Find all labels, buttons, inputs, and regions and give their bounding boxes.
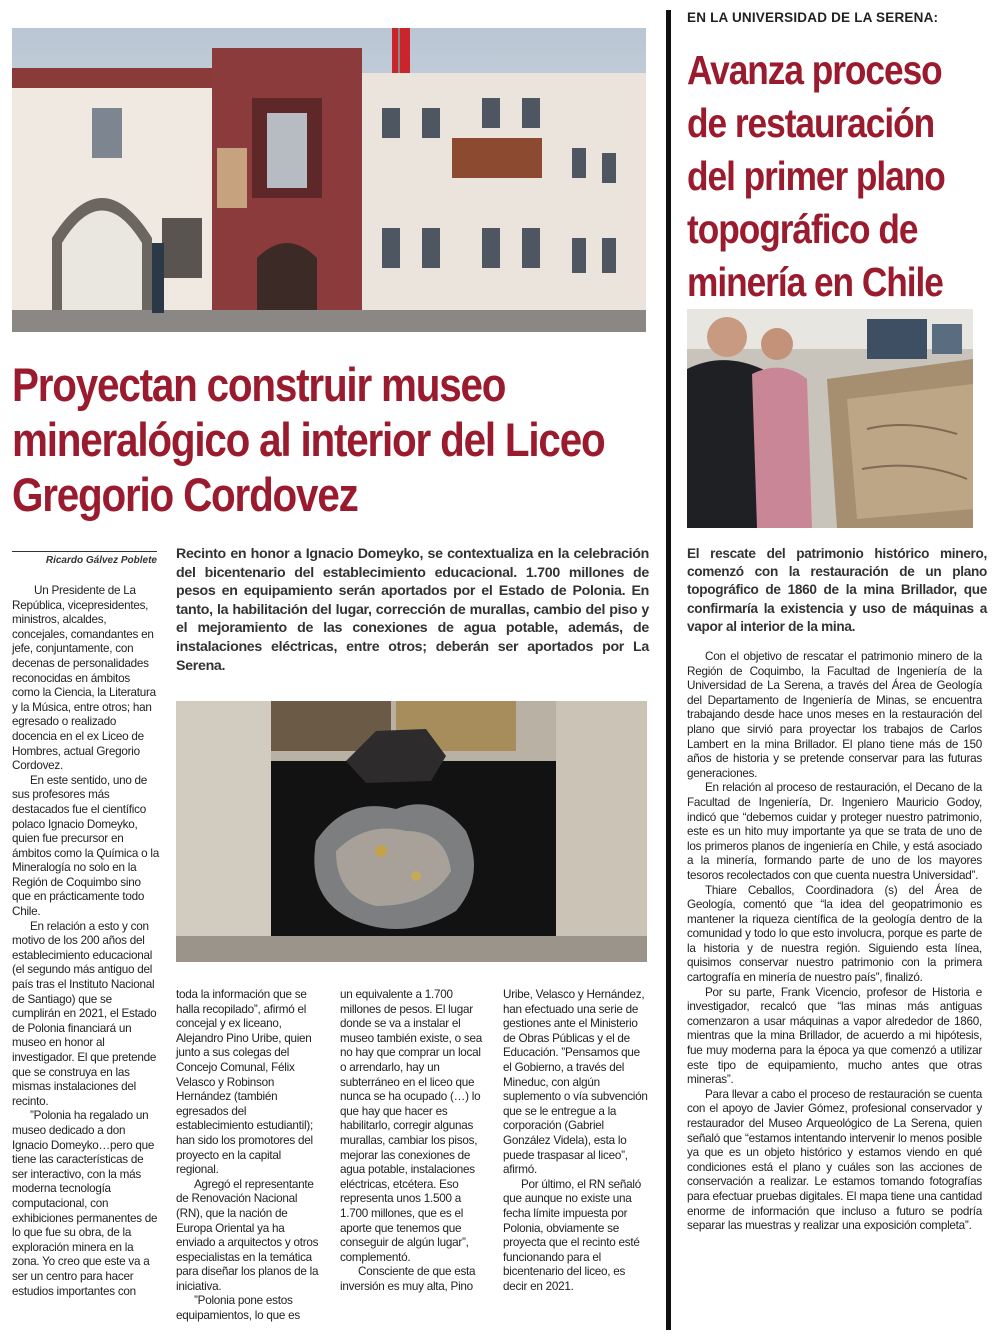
topographic-plan-photo [687, 309, 973, 528]
liceo-building-photo [12, 28, 646, 332]
byline: Ricardo Gálvez Poblete [45, 555, 157, 566]
paragraph: Agregó el representante de Renovación Nacional (RN), que la nación de Europa Oriental ya ha enviado a arquitectos y otros especialistas en la temática para diseñar los planos de la iniciativa. [176, 1177, 319, 1293]
left-lede: Recinto en honor a Ignacio Domeyko, se contextualiza en la celebración del bicentenario del establecimiento educacional. 1.700 millones de pesos en equipamiento serán aportados por el Estado de Polonia. En tanto, la habilitación del lugar, corrección de murallas, cambio del piso y el mejoramiento de las conexiones de agua potable, además, de instalaciones eléctricas, entre otros; deberán ser aportados por La Serena. [176, 546, 649, 674]
paragraph: En relación al proceso de restauración, el Decano de la Facultad de Ingeniería, Dr. Ingeniero Mauricio Godoy, indicó que “debemos cuidar y proteger nuestro patrimonio, este es un hito muy importante ya que se trata de uno de los primeros planos de ingeniería en Chile, y está asociado a la minería, formando parte de uno de los mayores tesoros recolectados con que cuenta nuestra Universidad”. [687, 781, 982, 882]
left-body-column-4 [503, 988, 651, 1294]
right-kicker: EN LA UNIVERSIDAD DE LA SERENA: [687, 10, 939, 25]
paragraph: Consciente de que esta inversión es muy alta, Pino [340, 1265, 476, 1293]
mineral-display-photo [176, 701, 647, 962]
byline-rule [12, 551, 157, 552]
right-body [687, 650, 982, 1234]
right-headline: Avanza proceso de restauración del primer plano topográfico de minería en Chile [687, 47, 945, 305]
paragraph: Por último, el RN señaló que aunque no existe una fecha límite impuesta por Polonia, obviamente se proyecta que el recinto esté funcionando para el bicentenario del liceo, es decir en 2021. [503, 1177, 642, 1293]
paragraph: Con el objetivo de rescatar el patrimonio minero de la Región de Coquimbo, la Facultad de Ingeniería de la Universidad de La Serena, a través del Área de Geología del Departamento de Ingeniería de Minas, se encuentra trabajando desde hace unos meses en la restauración del plano que sirvió para proyectar los trabajos de Carlos Lambert en la mina Brillador. El plano tiene más de 150 años de historia y se pretende conservar para las futuras generaciones. [687, 650, 982, 780]
paragraph: Uribe, Velasco y Hernández, han efectuado una serie de gestiones ante el Ministerio de Obras Públicas y el de Educación. ”Pensamos que el Gobierno, a través del Mineduc, con algún suplemento o vía subvención que se le entregue a la corporación (Gabriel González Videla), esta lo puede traspasar al liceo”, afirmó. [503, 988, 648, 1177]
paragraph: un equivalente a 1.700 millones de pesos. El lugar donde se va a instalar el museo también existe, o sea no hay que comprar un local o arrendarlo, hay un subterráneo en el liceo que nunca se ha ocupado (…) lo que hay que hacer es habilitarlo, corregir algunas murallas, cambiar los pisos, mejorar las conexiones de agua potable, instalaciones eléctricas, etcétera. Eso representa unos 1.500 a 1.700 millones, que es el aporte que tenemos que conseguir de algún lugar”, complementó. [340, 988, 483, 1264]
paragraph: ”Polonia pone estos equipamientos, lo que es [176, 1294, 300, 1323]
paragraph: En este sentido, uno de sus profesores más destacados fue el científico polaco Ignacio Domeyko, quien fue precursor en ámbitos como la Química o la Mineralogía no solo en la Región de Coquimbo sino que en prácticamente todo Chile. [12, 773, 159, 919]
paragraph: ”Polonia ha regalado un museo dedicado a don Ignacio Domeyko…pero que tiene las características de ser interactivo, con la más moderna tecnología computacional, con exhibiciones permanentes de lo que fue su obra, de la exploración minera en la zona. Yo creo que este va a ser un centro para hacer estudios importantes con [12, 1109, 158, 1298]
column-divider [666, 10, 671, 1330]
paragraph: Un Presidente de La República, vicepresidentes, ministros, alcaldes, concejales, comandantes en jefe, conjuntamente, con decenas de personalidades reconocidas en ámbitos como la Ciencia, la Literatura y la Música, entre otros; han egresado o realizado docencia en el ex Liceo de Hombres, actual Gregorio Cordovez. [12, 584, 156, 773]
right-lede: El rescate del patrimonio histórico minero, comenzó con la restauración de un plano topográfico de 1860 de la mina Brillador, que confirmaría la existencia y uso de máquinas a vapor al interior de la mina. [687, 546, 987, 634]
paragraph: Por su parte, Frank Vicencio, profesor de Historia e investigador, recalcó que “las minas más antiguas comenzaron a usar máquinas a vapor alrededor de 1860, mientras que la mina Brillador, de acuerdo a mi hipótesis, fue muy moderna para la época ya que comenzó a utilizar este tipo de equipamiento, mucho antes que otras mineras”. [687, 985, 982, 1087]
left-body-column-3 [340, 988, 488, 1294]
paragraph: toda la información que se halla recopilado”, afirmó el concejal y ex liceano, Alejandro Pino Uribe, quien junto a sus colegas del Concejo Comunal, Félix Velasco y Robinson Hernández (también egresados del establecimiento estudiantil); han sido los promotores del proyecto en la capital regional. [176, 988, 313, 1177]
left-headline: Proyectan construir museo mineralógico al interior del Liceo Gregorio Cordovez [12, 358, 605, 521]
paragraph: En relación a esto y con motivo de los 200 años del establecimiento educacional (el segundo más antiguo del país tras el Instituto Nacional de Santiago) que se cumplirán en 2021, el Estado de Polonia financiará un museo en honor al investigador. El que pretende que se construya en las mismas instalaciones del recinto. [12, 919, 157, 1108]
left-body-column-1 [12, 584, 160, 1299]
paragraph: Thiare Ceballos, Coordinadora (s) del Área de Geología, comentó que “la idea del geopatrimonio es mantener la riqueza científica de la geología dentro de la comunidad y todo lo que esto involucra, porque es parte de la historia y de nuestra región. Siguiendo esta línea, quisimos conservar nuestro patrimonio con la primera cartografía en minería de nuestro país”, finalizó. [687, 883, 982, 985]
paragraph: Para llevar a cabo el proceso de restauración se cuenta con el apoyo de Javier Gómez, profesional conservador y restaurador del Museo Arqueológico de La Serena, quien señaló que “estamos intentando intervenir lo menos posible ya que es un objeto histórico y estamos viendo en qué condiciones está el plano y cuáles son las acciones de conservación a realizar. Le estamos tomando fotografías para efectuar pruebas digitales. El mapa tiene una cantidad enorme de información que incluso a futuro se podría separar las muestras y realizar una exposición completa”. [687, 1087, 982, 1233]
left-body-column-2 [176, 988, 324, 1324]
